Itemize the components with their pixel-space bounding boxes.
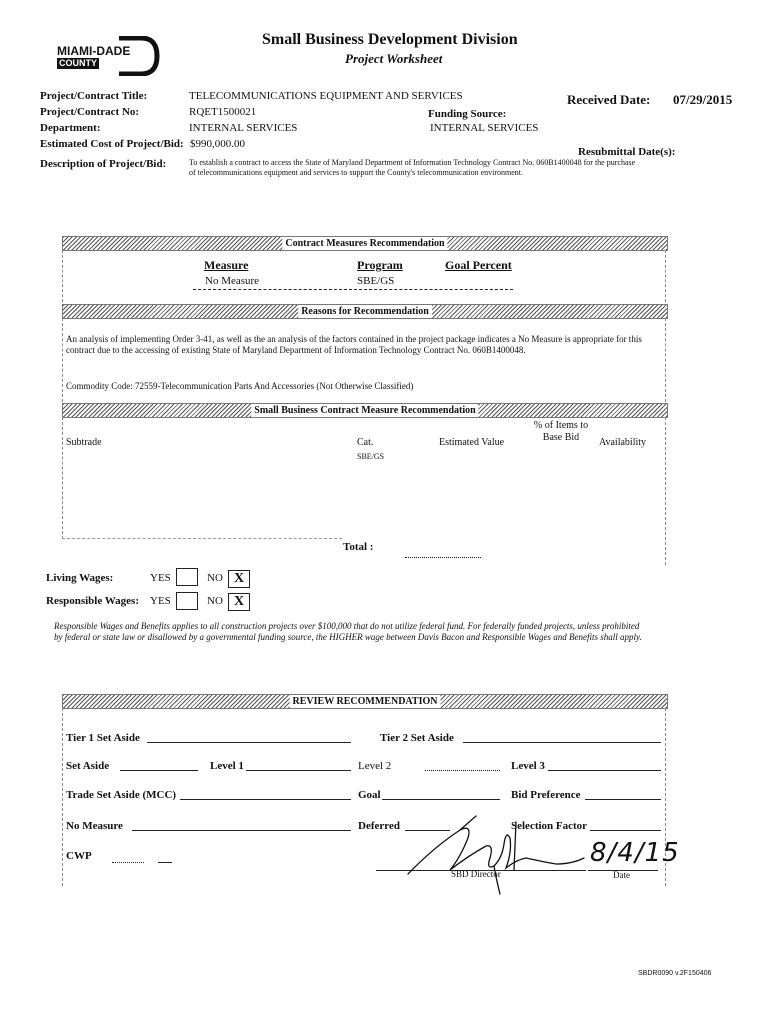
sb-left-edge [62, 417, 63, 539]
funding-source-value: INTERNAL SERVICES [430, 122, 539, 134]
deferred-label: Deferred [358, 820, 400, 832]
responsible-no-label: NO [207, 595, 223, 607]
funding-source-label: Funding Source: [428, 108, 507, 120]
col-cat: Cat. [357, 437, 374, 448]
description-value: To establish a contract to access the State of Maryland Department of Information Technology Contract No. 060B1400048 for the purchase of telecommunications equipment and services to support the County's telecommunication environment. [189, 158, 636, 177]
reasons-right-edge [665, 318, 666, 402]
county-logo [55, 36, 161, 76]
project-no-label: Project/Contract No: [40, 106, 140, 118]
total-label: Total : [343, 541, 374, 553]
tier2-line [463, 742, 661, 743]
resubmittal-label: Resubmittal Date(s): [578, 146, 676, 158]
living-no-label: NO [207, 572, 223, 584]
reasons-left-edge [62, 318, 63, 402]
col-availability: Availability [599, 437, 647, 448]
responsible-wages-label: Responsible Wages: [46, 595, 140, 607]
set-aside-label: Set Aside [66, 760, 110, 772]
review-left-edge [62, 708, 63, 886]
total-line [405, 557, 481, 558]
measures-right-edge [665, 250, 666, 302]
level3-label: Level 3 [511, 760, 545, 772]
cwp-line-1 [112, 862, 144, 863]
wages-note: Responsible Wages and Benefits applies to all construction projects over $100,000 that do not utilize federal fund. For federally funded projects, unless prohibited by federal or state law or disallowed by a governmental funding source, the HIGHER wage between Davis Bacon and Responsible Wages and Benefits shall apply. [54, 621, 642, 642]
logo-miami-dade: MIAMI-DADE [57, 44, 131, 58]
level2-line [425, 770, 500, 771]
responsible-yes-label: YES [150, 595, 171, 607]
living-no-checkbox[interactable]: X [228, 570, 250, 588]
level1-label: Level 1 [210, 760, 244, 772]
bid-preference-label: Bid Preference [511, 789, 581, 801]
description-label: Description of Project/Bid: [40, 158, 167, 170]
page-subtitle: Project Worksheet [345, 51, 443, 66]
cwp-label: CWP [66, 850, 92, 862]
selection-factor-label: Selection Factor [511, 820, 588, 832]
small-business-header: Small Business Contract Measure Recommendation [62, 403, 668, 418]
project-title-value: TELECOMMUNICATIONS EQUIPMENT AND SERVICES [189, 90, 463, 102]
measures-rule [193, 289, 513, 290]
set-aside-line [120, 770, 198, 771]
commodity-code: Commodity Code: 72559-Telecommunication Parts And Accessories (Not Otherwise Classified) [66, 381, 414, 391]
director-signature [398, 808, 598, 898]
level1-line [246, 770, 351, 771]
living-wages-label: Living Wages: [46, 572, 114, 584]
living-yes-label: YES [150, 572, 171, 584]
level3-line [548, 770, 661, 771]
reasons-header: Reasons for Recommendation [62, 304, 668, 319]
measures-left-edge [62, 250, 63, 302]
cat-value: SBE/GS [357, 452, 385, 461]
living-yes-checkbox[interactable] [176, 568, 198, 586]
trade-set-aside-line [180, 799, 351, 800]
department-value: INTERNAL SERVICES [189, 122, 298, 134]
col-percent-items: % of Items to Base Bid [533, 420, 589, 443]
reasons-text: An analysis of implementing Order 3-41, as well as the an analysis of the factors contained in the project package indicates a No Measure is appropriate for this contract due to the accessing of existing State of Maryland Department of Information Technology Contract No. 060B1400048. [66, 334, 642, 355]
department-label: Department: [40, 122, 101, 134]
project-no-value: RQET1500021 [189, 106, 257, 118]
col-program: Program [357, 258, 403, 272]
tier2-label: Tier 2 Set Aside [380, 732, 454, 744]
goal-line [382, 799, 500, 800]
trade-set-aside-label: Trade Set Aside (MCC) [66, 789, 177, 801]
form-code: SBDR0090 v.2F150406 [638, 970, 712, 977]
sb-right-edge [665, 417, 666, 565]
tier1-line [147, 742, 351, 743]
signed-date: 8/4/15 [590, 838, 680, 868]
measure-value: No Measure [205, 275, 260, 287]
sb-bottom-rule [62, 538, 342, 539]
col-estimated-value: Estimated Value [439, 437, 505, 448]
goal-label: Goal [358, 789, 381, 801]
no-measure-label: No Measure [66, 820, 123, 832]
selection-factor-line [590, 830, 661, 831]
level2-label: Level 2 [358, 760, 392, 772]
col-subtrade: Subtrade [66, 437, 102, 448]
date-label: Date [613, 870, 630, 880]
estimated-cost-value: $990,000.00 [190, 138, 245, 150]
contract-measures-header: Contract Measures Recommendation [62, 236, 668, 251]
sbd-director-label: SBD Director [451, 869, 501, 879]
program-value: SBE/GS [357, 275, 395, 287]
tier1-label: Tier 1 Set Aside [66, 732, 140, 744]
responsible-no-checkbox[interactable]: X [228, 593, 250, 611]
received-date-value: 07/29/2015 [673, 92, 733, 107]
project-title-label: Project/Contract Title: [40, 90, 148, 102]
no-measure-line [132, 830, 351, 831]
bid-preference-line [585, 799, 661, 800]
review-header: REVIEW RECOMMENDATION [62, 694, 668, 709]
estimated-cost-label: Estimated Cost of Project/Bid: [40, 138, 184, 150]
col-goal-percent: Goal Percent [445, 258, 512, 272]
logo-county: COUNTY [59, 58, 97, 68]
col-measure: Measure [204, 258, 249, 272]
cwp-line-2 [158, 862, 172, 863]
responsible-yes-checkbox[interactable] [176, 592, 198, 610]
received-date-label: Received Date: [567, 92, 651, 107]
page-title: Small Business Development Division [262, 31, 518, 48]
